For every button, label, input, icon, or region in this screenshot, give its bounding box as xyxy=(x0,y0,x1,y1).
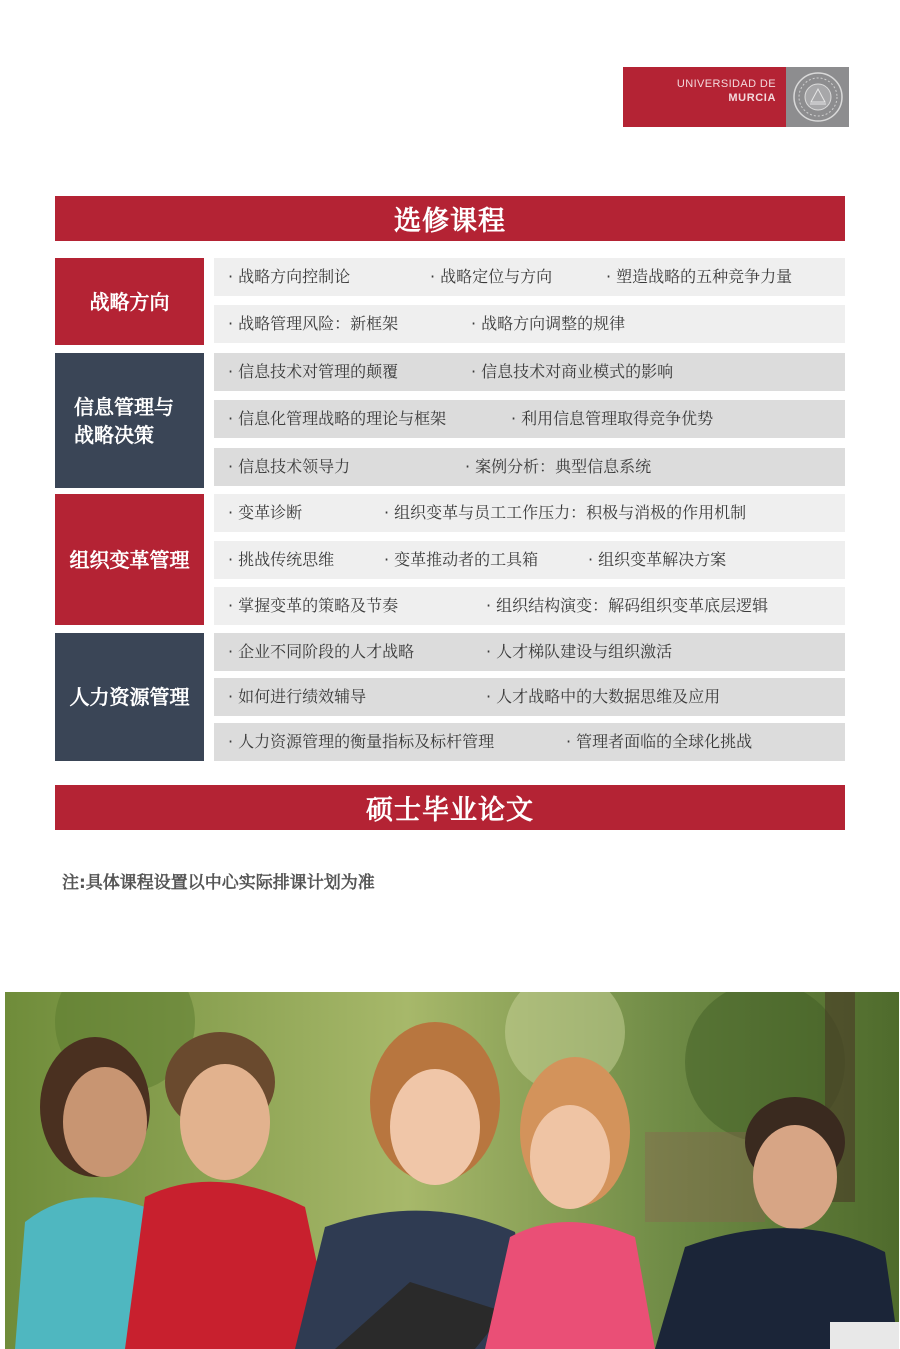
course-item: · 塑造战略的五种竞争力量 xyxy=(606,267,793,286)
course-row xyxy=(214,353,845,391)
course-item: · 掌握变革的策略及节奏 xyxy=(228,596,399,615)
logo-wordmark xyxy=(623,67,786,127)
course-row xyxy=(214,633,845,671)
students-photo-illustration xyxy=(5,992,899,1349)
course-item: · 人力资源管理的衡量指标及标杆管理 xyxy=(228,732,495,751)
thesis-banner: 硕士毕业论文 xyxy=(55,785,845,830)
course-item: · 信息技术对商业模式的影响 xyxy=(471,362,674,381)
category-info-management: 信息管理与 战略决策 xyxy=(55,353,204,488)
course-row xyxy=(214,305,845,343)
course-item: · 利用信息管理取得竞争优势 xyxy=(511,409,714,428)
university-seal-icon xyxy=(786,67,849,127)
students-photo xyxy=(5,992,899,1349)
course-item: · 人才梯队建设与组织激活 xyxy=(486,642,673,661)
course-row xyxy=(214,448,845,486)
course-item: · 组织结构演变：解码组织变革底层逻辑 xyxy=(486,596,769,615)
course-item: · 信息技术对管理的颠覆 xyxy=(228,362,399,381)
electives-banner: 选修课程 xyxy=(55,196,845,241)
course-item: · 人才战略中的大数据思维及应用 xyxy=(486,687,721,706)
course-row xyxy=(214,400,845,438)
course-item: · 变革推动者的工具箱 xyxy=(384,550,539,569)
course-row xyxy=(214,494,845,532)
category-org-change: 组织变革管理 xyxy=(55,494,204,625)
course-item: · 变革诊断 xyxy=(228,503,303,522)
course-item: · 如何进行绩效辅导 xyxy=(228,687,367,706)
course-item: · 挑战传统思维 xyxy=(228,550,335,569)
course-item: · 战略方向调整的规律 xyxy=(471,314,626,333)
category-hr-management: 人力资源管理 xyxy=(55,633,204,761)
course-row xyxy=(214,258,845,296)
course-item: · 战略管理风险：新框架 xyxy=(228,314,399,333)
schedule-note: 注:具体课程设置以中心实际排课计划为准 xyxy=(62,873,375,893)
university-logo xyxy=(623,67,849,127)
course-row xyxy=(214,678,845,716)
course-row xyxy=(214,587,845,625)
course-item: · 战略方向控制论 xyxy=(228,267,351,286)
course-item: · 管理者面临的全球化挑战 xyxy=(566,732,753,751)
course-item: · 组织变革解决方案 xyxy=(588,550,727,569)
logo-line-1: UNIVERSIDAD DE xyxy=(676,78,776,90)
category-strategy: 战略方向 xyxy=(55,258,204,345)
course-item: · 企业不同阶段的人才战略 xyxy=(228,642,415,661)
logo-line-2: MURCIA xyxy=(728,92,776,104)
course-item: · 战略定位与方向 xyxy=(430,267,553,286)
course-item: · 案例分析：典型信息系统 xyxy=(465,457,652,476)
course-item: · 信息技术领导力 xyxy=(228,457,351,476)
course-row xyxy=(214,723,845,761)
course-item: · 组织变革与员工工作压力：积极与消极的作用机制 xyxy=(384,503,747,522)
course-row xyxy=(214,541,845,579)
course-item: · 信息化管理战略的理论与框架 xyxy=(228,409,447,428)
